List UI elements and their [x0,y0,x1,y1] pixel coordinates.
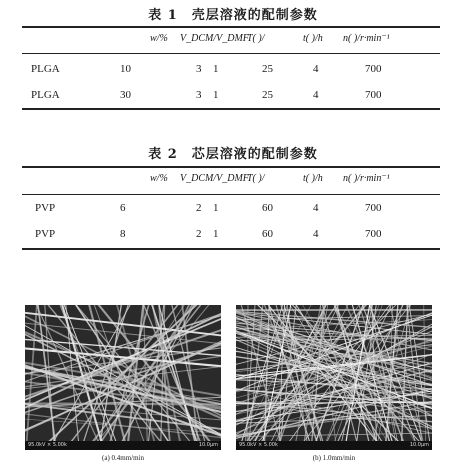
table2-top-rule [22,166,440,168]
table1-r2-w: 30 [120,89,131,101]
sem-databar-a-right: 10.0μm [198,442,218,448]
sem-databar-a-left: 95.0kV × 5.00k [28,442,67,448]
table2-r1-material: PVP [35,202,56,214]
sem-databar-b-right: 10.0μm [409,442,429,448]
table2-r2-speed: 700 [365,228,382,240]
table2-header-temp: T( )/ [247,173,265,184]
table2-r1-time: 4 [313,202,319,214]
table2-r1-temp: 60 [262,202,273,214]
table1-r1-temp: 25 [262,63,273,75]
table2-caption [0,143,466,162]
table1-bottom-rule [22,108,440,110]
sem-databar-a [25,441,221,450]
table2-r1-w: 6 [120,202,126,214]
fiber-network-a [25,305,221,450]
table2-r2-vdmf: 1 [213,228,219,240]
table1-header-rule [22,53,440,54]
table2-r2-time: 4 [313,228,319,240]
table1-r2-vdmf: 1 [213,89,219,101]
table2-number: 表 2 [148,147,178,162]
figure-label-b: (b) 1.0mm/min [312,454,356,462]
table2-r2-w: 8 [120,228,126,240]
sem-databar-b-left: 95.0kV × 5.00k [239,442,278,448]
table2-r1-speed: 700 [365,202,382,214]
table2-r2-temp: 60 [262,228,273,240]
sem-image-b [236,305,432,450]
fiber-strand [236,309,432,395]
table1-header-speed: n( )/r·min⁻¹ [343,33,390,44]
sem-image-a [25,305,221,450]
table1-r2-temp: 25 [262,89,273,101]
table2-header-time: t( )/h [303,173,323,184]
table1-header-w: w/% [150,33,168,44]
table1-r1-w: 10 [120,63,131,75]
table1-header-time: t( )/h [303,33,323,44]
table2-header-w: w/% [150,173,168,184]
figure-label-a: (a) 0.4mm/min [102,454,144,462]
table1-r2-time: 4 [313,89,319,101]
table1-header-temp: T( )/ [247,33,265,44]
table2-r1-vdcm: 2 [196,202,202,214]
table1-r2-material: PLGA [31,89,60,101]
table2-r1-vdmf: 1 [213,202,219,214]
table1-r1-speed: 700 [365,63,382,75]
sem-databar-b [236,441,432,450]
table1-r1-vdmf: 1 [213,63,219,75]
table1-r2-speed: 700 [365,89,382,101]
table1-title: 壳层溶液的配制参数 [191,8,318,23]
table1-r1-material: PLGA [31,63,60,75]
fiber-network-b [236,305,432,450]
table2-bottom-rule [22,248,440,250]
table1-top-rule [22,26,440,28]
table2-title: 芯层溶液的配制参数 [191,147,318,162]
table1-caption [0,4,466,23]
table2-header-rule [22,194,440,195]
table2-header-speed: n( )/r·min⁻¹ [343,173,390,184]
table1-r2-vdcm: 3 [196,89,202,101]
table2-r2-vdcm: 2 [196,228,202,240]
table1-header-vratio: V_DCM/V_DMF [180,33,249,44]
table2-r2-material: PVP [35,228,56,240]
table1-r1-time: 4 [313,63,319,75]
table1-number: 表 1 [148,8,178,23]
table1-r1-vdcm: 3 [196,63,202,75]
table2-header-vratio: V_DCM/V_DMF [180,173,249,184]
